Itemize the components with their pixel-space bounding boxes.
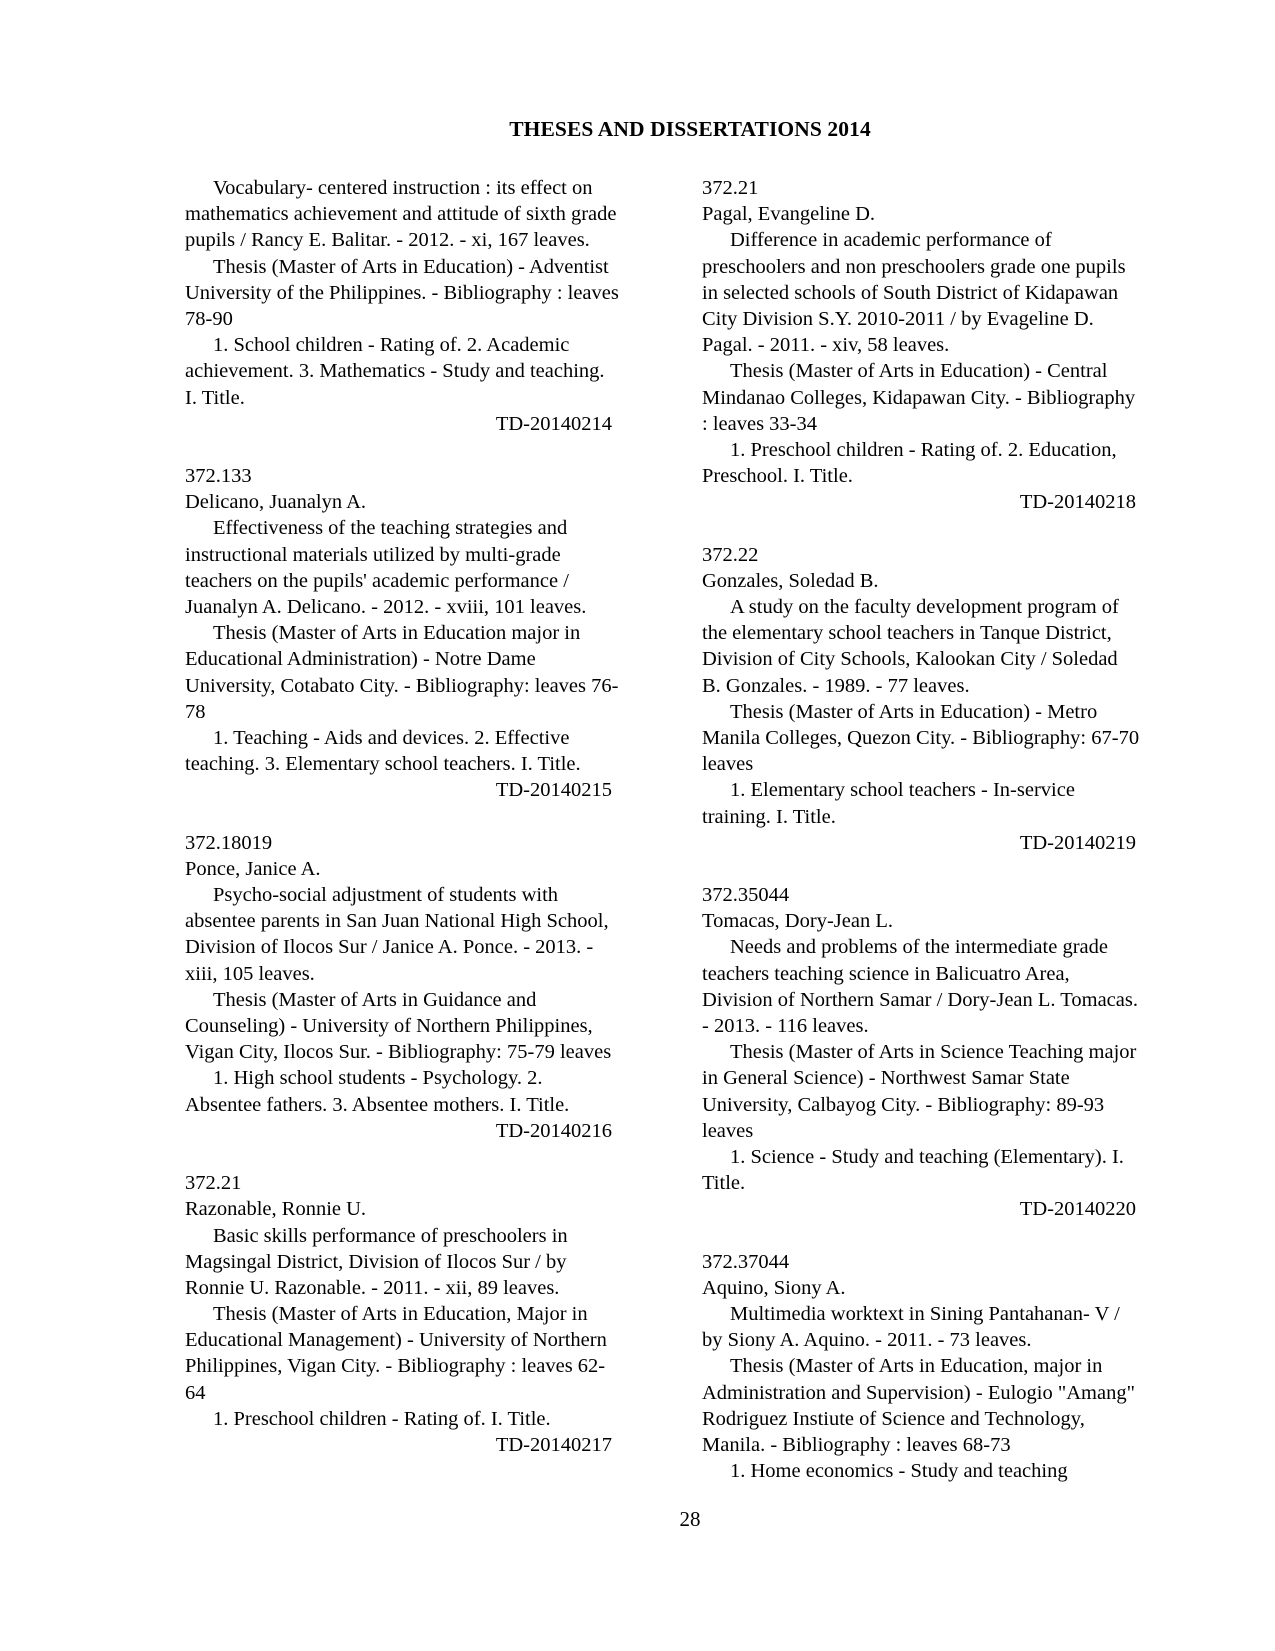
accession-number: TD-20140218: [1019, 491, 1136, 514]
catalog-line: Tomacas, Dory-Jean L.: [702, 910, 893, 933]
catalog-line: 78: [185, 700, 206, 723]
catalog-line: Educational Administration) - Notre Dame: [185, 648, 536, 671]
catalog-line: instructional materials utilized by multi-grade: [185, 543, 561, 566]
catalog-line: Basic skills performance of preschoolers in: [213, 1224, 568, 1247]
catalog-line: Preschool. I. Title.: [702, 465, 853, 488]
catalog-line: in General Science) - Northwest Samar State: [702, 1067, 1070, 1090]
catalog-line: Thesis (Master of Arts in Education, major in: [730, 1355, 1103, 1378]
catalog-line: Effectiveness of the teaching strategies and: [213, 517, 568, 540]
catalog-line: Thesis (Master of Arts in Education) - Adventist: [213, 255, 609, 278]
catalog-line: mathematics achievement and attitude of sixth grade: [185, 203, 617, 226]
catalog-line: Pagal, Evangeline D.: [702, 203, 876, 226]
catalog-line: 372.21: [185, 1172, 242, 1195]
catalog-line: Division of Ilocos Sur / Janice A. Ponce. - 2013. -: [185, 936, 594, 959]
accession-number: TD-20140215: [495, 779, 612, 802]
catalog-line: Rodriguez Instiute of Science and Technology,: [702, 1407, 1085, 1430]
catalog-line: 1. Preschool children - Rating of. I. Title.: [213, 1407, 551, 1430]
catalog-line: Psycho-social adjustment of students with: [213, 884, 559, 907]
catalog-line: B. Gonzales. - 1989. - 77 leaves.: [702, 674, 970, 697]
catalog-line: Pagal. - 2011. - xiv, 58 leaves.: [702, 334, 950, 357]
catalog-line: by Siony A. Aquino. - 2011. - 73 leaves.: [702, 1329, 1032, 1352]
entry-spacer: [185, 804, 670, 830]
catalog-line: Mindanao Colleges, Kidapawan City. - Bibliography: [702, 386, 1136, 409]
catalog-line: teaching. 3. Elementary school teachers. I. Title.: [185, 753, 581, 776]
catalog-line: 1. Teaching - Aids and devices. 2. Effective: [213, 726, 570, 749]
accession-number: TD-20140219: [1019, 831, 1136, 854]
catalog-line: teachers on the pupils' academic performance /: [185, 569, 569, 592]
catalog-line: Difference in academic performance of: [730, 229, 1052, 252]
accession-number: TD-20140216: [495, 1119, 612, 1142]
catalog-line: Thesis (Master of Arts in Education, Major in: [213, 1303, 588, 1326]
catalog-line: leaves: [702, 1119, 754, 1142]
catalog-line: 372.133: [185, 465, 252, 488]
right-column: [702, 175, 1194, 1484]
catalog-line: University of the Philippines. - Bibliography : leaves: [185, 281, 619, 304]
catalog-line: Vigan City, Ilocos Sur. - Bibliography: 75-79 leaves: [185, 1041, 612, 1064]
catalog-line: Counseling) - University of Northern Philippines,: [185, 1015, 593, 1037]
catalog-line: xiii, 105 leaves.: [185, 962, 315, 985]
catalog-line: Division of City Schools, Kalookan City / Soledad: [702, 648, 1118, 671]
catalog-line: achievement. 3. Mathematics - Study and teaching.: [185, 360, 605, 383]
catalog-line: Ronnie U. Razonable. - 2011. - xii, 89 leaves.: [185, 1276, 560, 1299]
catalog-line: in selected schools of South District of Kidapawan: [702, 281, 1119, 304]
accession-number: TD-20140220: [1019, 1198, 1136, 1221]
catalog-line: 372.18019: [185, 831, 273, 854]
catalog-line: the elementary school teachers in Tanque District,: [702, 622, 1112, 645]
catalog-line: preschoolers and non preschoolers grade one pupils: [702, 255, 1126, 278]
catalog-line: Thesis (Master of Arts in Education) - Metro: [730, 700, 1098, 723]
catalog-line: Delicano, Juanalyn A.: [185, 491, 367, 514]
catalog-line: Philippines, Vigan City. - Bibliography : leaves 62-: [185, 1355, 606, 1378]
catalog-line: 1. High school students - Psychology. 2.: [213, 1067, 543, 1090]
entry-spacer: [702, 856, 1194, 882]
catalog-line: 1. Home economics - Study and teaching: [730, 1460, 1068, 1483]
catalog-line: 78-90: [185, 307, 233, 330]
catalog-line: 1. School children - Rating of. 2. Academic: [213, 334, 570, 357]
catalog-line: Thesis (Master of Arts in Education major in: [213, 622, 581, 645]
catalog-line: I. Title.: [185, 386, 245, 409]
catalog-line: University, Calbayog City. - Bibliography: 89-93: [702, 1093, 1105, 1116]
accession-number: TD-20140217: [495, 1434, 612, 1456]
catalog-line: Thesis (Master of Arts in Education) - Central: [730, 360, 1108, 383]
catalog-line: Needs and problems of the intermediate grade: [730, 936, 1108, 959]
catalog-line: - 2013. - 116 leaves.: [702, 1015, 869, 1037]
catalog-line: Gonzales, Soledad B.: [702, 569, 879, 592]
catalog-line: 1. Science - Study and teaching (Elementary). I.: [730, 1145, 1124, 1168]
catalog-line: training. I. Title.: [702, 805, 836, 828]
catalog-line: Thesis (Master of Arts in Science Teaching major: [730, 1041, 1137, 1064]
catalog-line: University, Cotabato City. - Bibliography: leaves 76-: [185, 674, 619, 697]
entry-spacer: [185, 437, 670, 463]
catalog-line: Administration and Supervision) - Eulogio "Amang": [702, 1381, 1135, 1404]
catalog-line: teachers teaching science in Balicuatro Area,: [702, 962, 1070, 985]
catalog-line: 372.37044: [702, 1250, 790, 1273]
page-title: THESES AND DISSERTATIONS 2014: [509, 117, 871, 141]
entry-spacer: [185, 1144, 670, 1170]
catalog-line: Multimedia worktext in Sining Pantahanan- V /: [730, 1303, 1120, 1326]
catalog-line: leaves: [702, 753, 754, 776]
catalog-line: 372.35044: [702, 884, 790, 907]
catalog-line: Ponce, Janice A.: [185, 857, 321, 880]
catalog-line: pupils / Rancy E. Balitar. - 2012. - xi, 167 leaves.: [185, 229, 590, 252]
catalog-line: Razonable, Ronnie U.: [185, 1198, 367, 1221]
catalog-line: Manila Colleges, Quezon City. - Bibliography: 67-70: [702, 726, 1140, 749]
catalog-line: Division of Northern Samar / Dory-Jean L. Tomacas.: [702, 988, 1138, 1011]
catalog-line: 372.22: [702, 543, 759, 566]
catalog-line: Manila. - Bibliography : leaves 68-73: [702, 1434, 1011, 1456]
catalog-line: Title.: [702, 1172, 746, 1195]
catalog-line: 372.21: [702, 177, 759, 199]
catalog-line: Absentee fathers. 3. Absentee mothers. I. Title.: [185, 1093, 570, 1116]
catalog-line: Magsingal District, Division of Ilocos Sur / by: [185, 1250, 567, 1273]
catalog-line: Vocabulary- centered instruction : its effect on: [213, 177, 593, 199]
catalog-line: : leaves 33-34: [702, 412, 817, 435]
catalog-line: absentee parents in San Juan National High School,: [185, 910, 609, 933]
catalog-line: Juanalyn A. Delicano. - 2012. - xviii, 101 leaves.: [185, 596, 587, 618]
catalog-line: Aquino, Siony A.: [702, 1276, 846, 1299]
page-number: 28: [679, 1507, 701, 1531]
catalog-line: 64: [185, 1381, 206, 1404]
catalog-line: Educational Management) - University of Northern: [185, 1329, 607, 1352]
catalog-line: A study on the faculty development program of: [730, 596, 1119, 618]
left-column: [185, 175, 670, 1458]
catalog-line: 1. Elementary school teachers - In-service: [730, 779, 1075, 802]
catalog-line: Thesis (Master of Arts in Guidance and: [213, 988, 537, 1011]
accession-number: TD-20140214: [495, 412, 612, 435]
catalog-line: 1. Preschool children - Rating of. 2. Education,: [730, 438, 1117, 461]
entry-spacer: [702, 1223, 1194, 1249]
entry-spacer: [702, 515, 1194, 541]
catalog-line: City Division S.Y. 2010-2011 / by Evageline D.: [702, 307, 1094, 330]
